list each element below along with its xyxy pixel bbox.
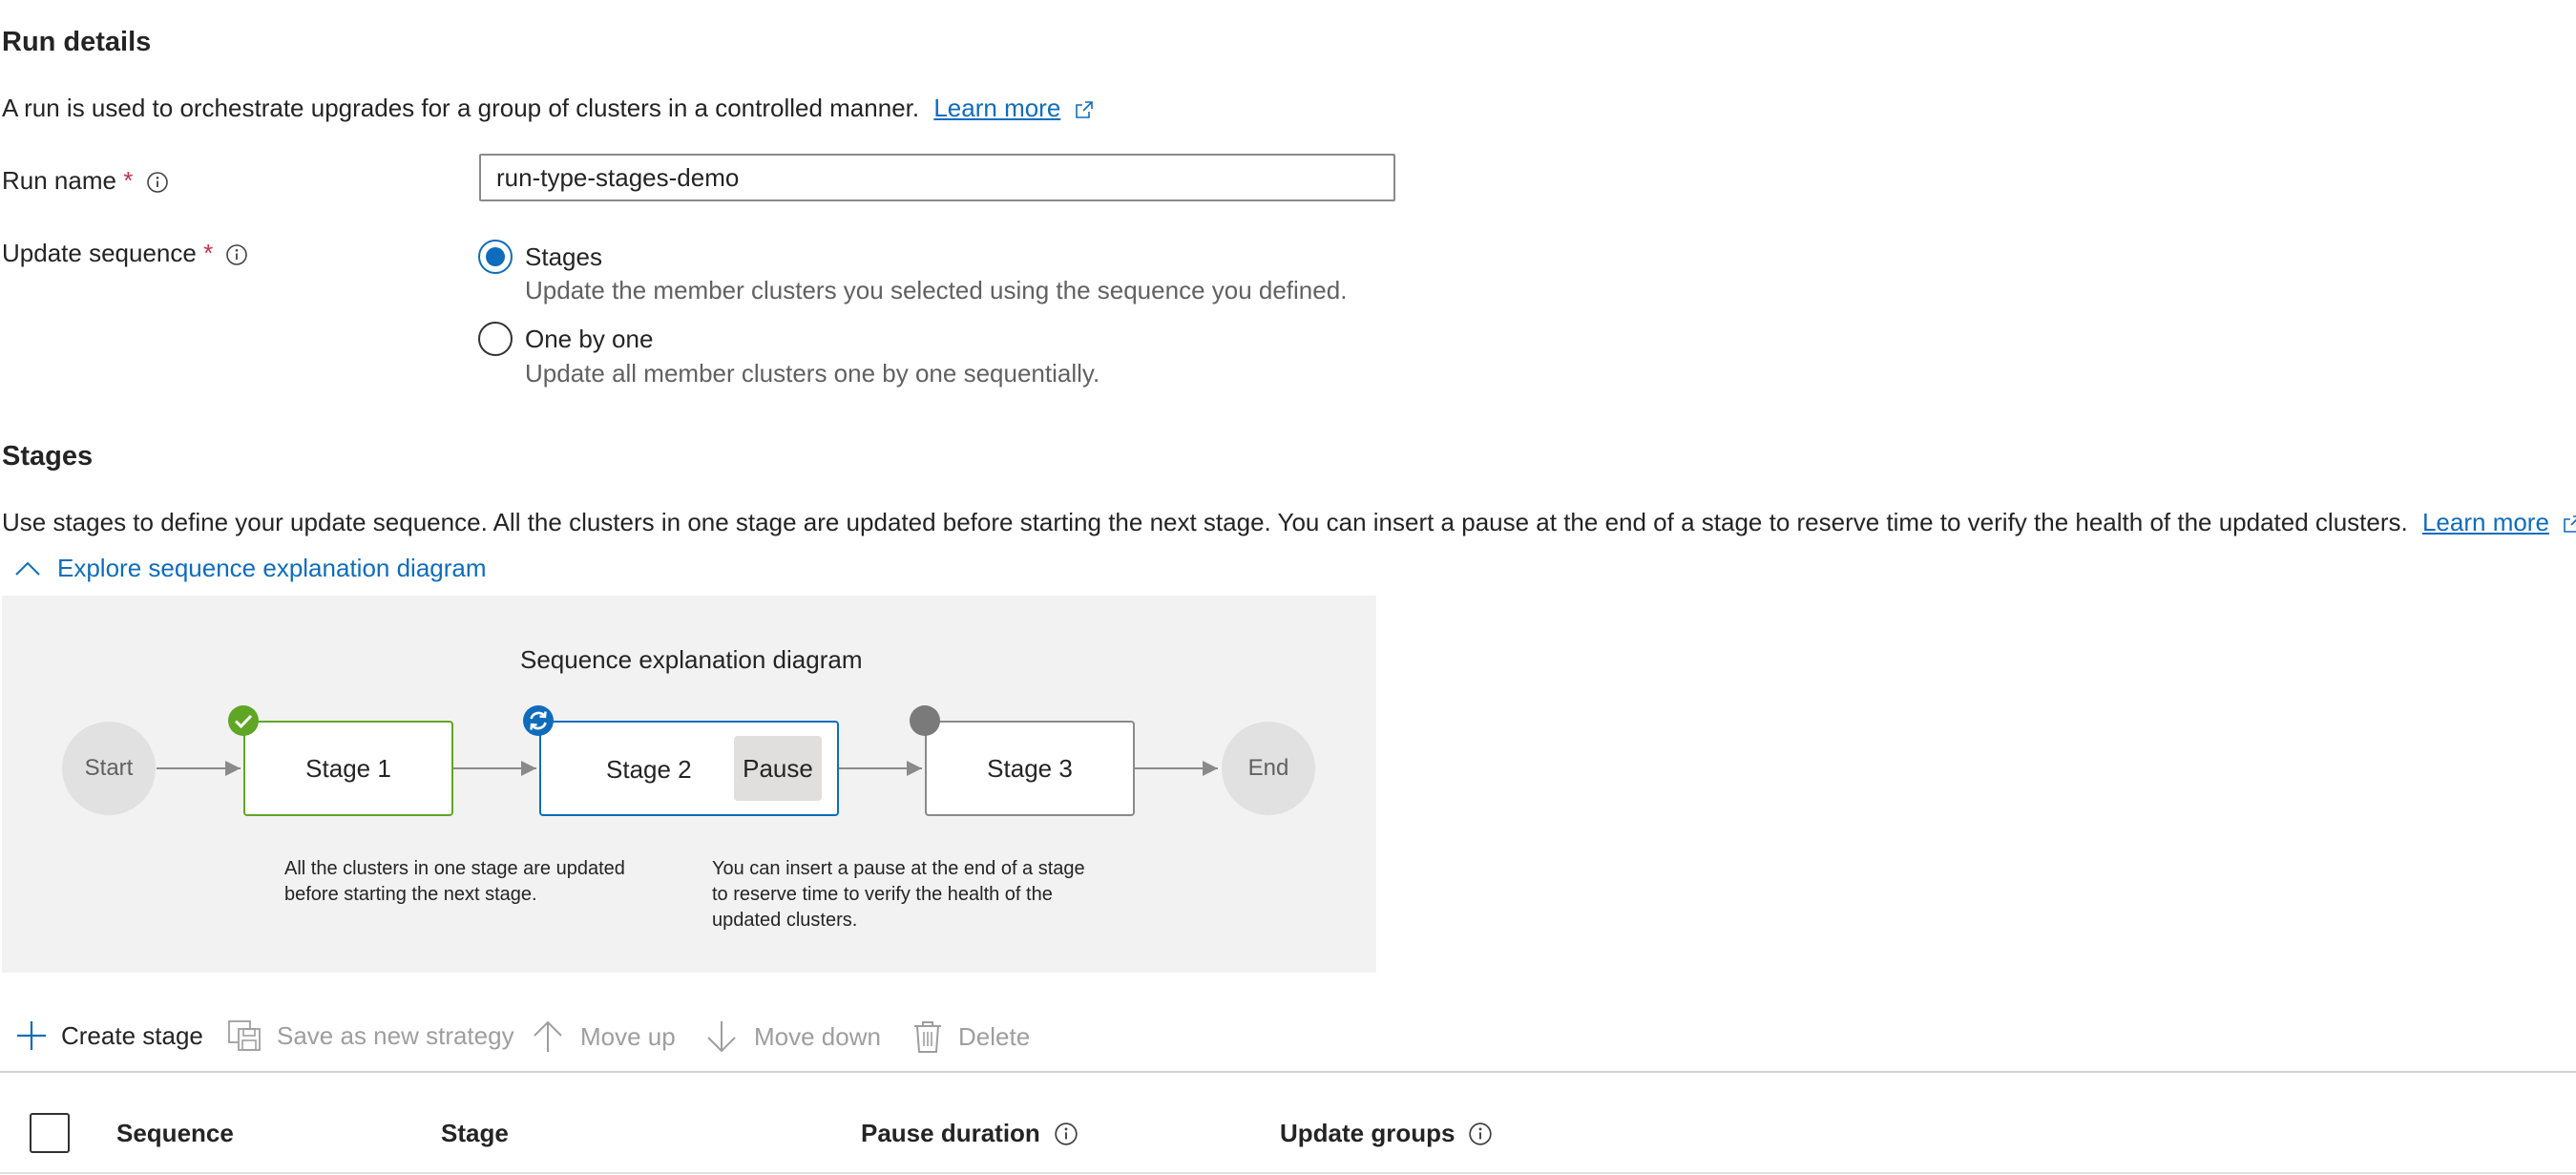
arrow-down-icon (704, 1019, 739, 1054)
stages-radio-label[interactable]: Stages (525, 242, 602, 271)
arrow-up-icon (531, 1019, 565, 1054)
diagram-stage-2: Stage 2 (606, 755, 692, 784)
note-line: updated clusters. (712, 910, 858, 931)
column-header-stage[interactable]: Stage (441, 1119, 509, 1147)
save-as-new-strategy-button[interactable] (227, 1019, 514, 1052)
run-name-label: Run name (2, 166, 116, 195)
required-asterisk: * (123, 166, 134, 195)
column-header-update-groups-row (1280, 1119, 1493, 1148)
stages-learn-more-link[interactable]: Learn more (2421, 508, 2549, 536)
move-up-button[interactable] (531, 1019, 676, 1054)
diagram-connectors (0, 0, 1384, 974)
diagram-pause: Pause (734, 736, 822, 801)
toolbar-divider (0, 1071, 2576, 1073)
info-icon[interactable] (1468, 1122, 1493, 1146)
required-asterisk: * (203, 239, 214, 267)
delete-button[interactable] (912, 1019, 1030, 1054)
diagram-note-stages (284, 856, 625, 908)
note-line: to reserve time to verify the health of the (712, 884, 1053, 905)
column-header-pause-duration[interactable]: Pause duration (861, 1119, 1040, 1147)
delete-label: Delete (958, 1021, 1031, 1051)
run-name-input[interactable]: run-type-stages-demo (479, 154, 1395, 201)
select-all-checkbox[interactable] (30, 1113, 70, 1153)
in-progress-sync-icon (522, 704, 555, 737)
run-details-heading: Run details (2, 27, 152, 57)
save-copy-icon (227, 1019, 262, 1052)
stages-heading: Stages (2, 441, 94, 472)
diagram-stage-1: Stage 1 (243, 721, 453, 816)
run-details-description: A run is used to orchestrate upgrades for a group of clusters in a controlled manner. (2, 94, 920, 122)
note-line: All the clusters in one stage are updated (284, 858, 625, 879)
diagram-stage-2-box (539, 721, 839, 816)
run-details-learn-more-link[interactable]: Learn more (933, 94, 1061, 122)
pending-dot-icon (909, 704, 941, 737)
column-header-pause-duration-row (861, 1119, 1079, 1148)
stages-description: Use stages to define your update sequence. All the clusters in one stage are updated before starting the next stage. You can insert a pause at the end of a stage to reserve time to verify the health of the updated clusters. (2, 508, 2408, 536)
one-by-one-radio-description: Update all member clusters one by one sequentially. (525, 359, 1100, 388)
move-up-label: Move up (580, 1021, 676, 1051)
diagram-end-node: End (1222, 722, 1315, 815)
update-sequence-label: Update sequence (2, 239, 197, 267)
create-stage-label: Create stage (61, 1020, 203, 1050)
note-line: You can insert a pause at the end of a stage (712, 858, 1085, 879)
trash-icon (912, 1019, 943, 1054)
column-header-sequence[interactable]: Sequence (116, 1119, 234, 1147)
stages-radio-description: Update the member clusters you selected using the sequence you defined. (525, 276, 1348, 304)
one-by-one-radio-label[interactable]: One by one (525, 325, 654, 353)
explore-diagram-label: Explore sequence explanation diagram (57, 554, 487, 582)
table-header-divider (0, 1172, 2576, 1174)
diagram-note-pause (712, 856, 1085, 934)
external-link-icon (2562, 514, 2576, 535)
move-down-button[interactable] (704, 1019, 881, 1054)
diagram-start-node: Start (62, 722, 156, 815)
move-down-label: Move down (754, 1021, 881, 1051)
note-line: before starting the next stage. (284, 884, 537, 905)
create-stage-button[interactable] (15, 1019, 203, 1052)
diagram-stage-3: Stage 3 (925, 721, 1135, 816)
column-header-update-groups[interactable]: Update groups (1280, 1119, 1456, 1147)
completed-check-icon (227, 704, 260, 737)
diagram-title: Sequence explanation diagram (520, 645, 863, 674)
plus-icon (15, 1019, 48, 1052)
info-icon[interactable] (1054, 1122, 1079, 1146)
save-as-new-strategy-label: Save as new strategy (277, 1020, 514, 1050)
